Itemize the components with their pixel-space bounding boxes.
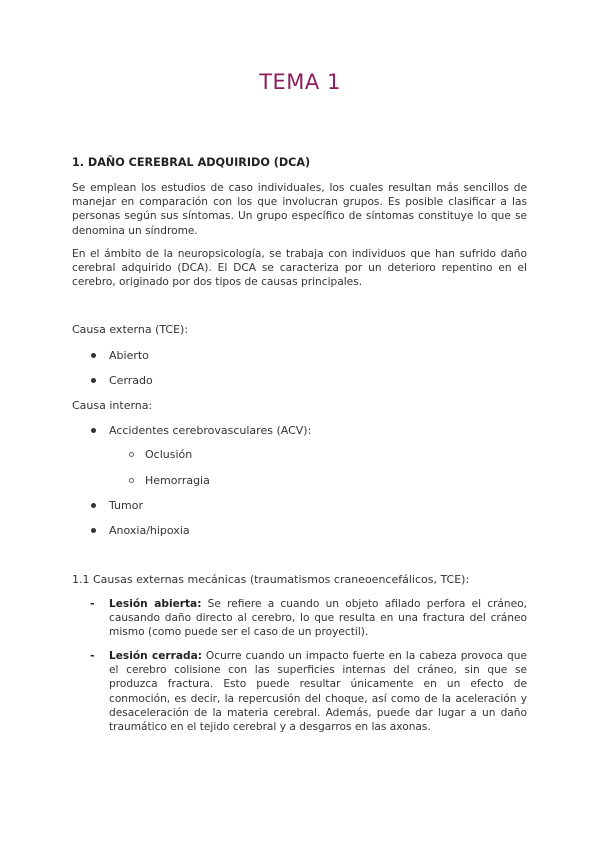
bullet-icon bbox=[91, 428, 96, 433]
paragraph-intro: Se emplean los estudios de caso individuales, los cuales resultan más sencillos de manejar en comparación con los que involucran grupos. Es posible clasificar a las personas según sus síntomas. Un grupo específico de síntomas constituye lo que se denomina un síndrome. bbox=[72, 182, 527, 237]
section-heading-causas-externas: 1.1 Causas externas mecánicas (traumatismos craneoencefálicos, TCE): bbox=[72, 573, 470, 586]
paragraph-dca: En el ámbito de la neuropsicología, se trabaja con individuos que han sufrido daño cerebral adquirido (DCA). El DCA se caracteriza por un deterioro repentino en el cerebro, originado por dos tipos de causas principales. bbox=[72, 248, 527, 289]
external-cause-text: Causa externa (TCE): bbox=[72, 323, 189, 336]
sub-bullet-icon bbox=[129, 452, 134, 457]
lesion-abierta-term: Lesión abierta: bbox=[109, 598, 202, 610]
list-item-acv: Accidentes cerebrovasculares (ACV): bbox=[109, 424, 312, 437]
bullet-icon bbox=[91, 353, 96, 358]
sub-bullet-icon bbox=[129, 478, 134, 483]
bullet-icon bbox=[91, 503, 96, 508]
list-item-cerrado: Cerrado bbox=[109, 374, 153, 387]
internal-cause-label: Causa interna: bbox=[72, 399, 153, 412]
dash-marker: - bbox=[90, 597, 95, 610]
sub-item-oclusion: Oclusión bbox=[145, 448, 193, 461]
list-item-anoxia: Anoxia/hipoxia bbox=[109, 524, 190, 537]
lesion-cerrada-item bbox=[109, 649, 527, 734]
lesion-abierta-item bbox=[109, 597, 527, 640]
bullet-icon bbox=[91, 528, 96, 533]
sub-item-hemorragia: Hemorragia bbox=[145, 474, 210, 487]
list-item-abierto: Abierto bbox=[109, 349, 149, 362]
external-cause-label bbox=[72, 323, 527, 336]
lesion-abierta-text: Se refiere a cuando un objeto afilado perfora el cráneo, causando daño directo al cerebro, lo que resulta en una fractura del cráneo mismo (como puede ser el caso de un proyectil). bbox=[109, 598, 527, 639]
lesion-cerrada-term: Lesión cerrada: bbox=[109, 650, 202, 662]
bullet-icon bbox=[91, 378, 96, 383]
dash-marker: - bbox=[90, 649, 95, 662]
page-title: TEMA 1 bbox=[259, 70, 341, 94]
lesion-cerrada-text: Ocurre cuando un impacto fuerte en la cabeza provoca que el cerebro colisione con las superficies internas del cráneo, sin que se produzca fractura. Esto puede resultar únicamente en un efecto de conmoción, es decir, la repercusión del choque, así como de la aceleración y desaceleración de la materia cerebral. Además, puede dar lugar a un daño traumático en el tejido cerebral y a desgarros en las axonas. bbox=[109, 650, 527, 734]
list-item-tumor: Tumor bbox=[109, 499, 143, 512]
section-heading-dca: 1. DAÑO CEREBRAL ADQUIRIDO (DCA) bbox=[72, 156, 311, 169]
